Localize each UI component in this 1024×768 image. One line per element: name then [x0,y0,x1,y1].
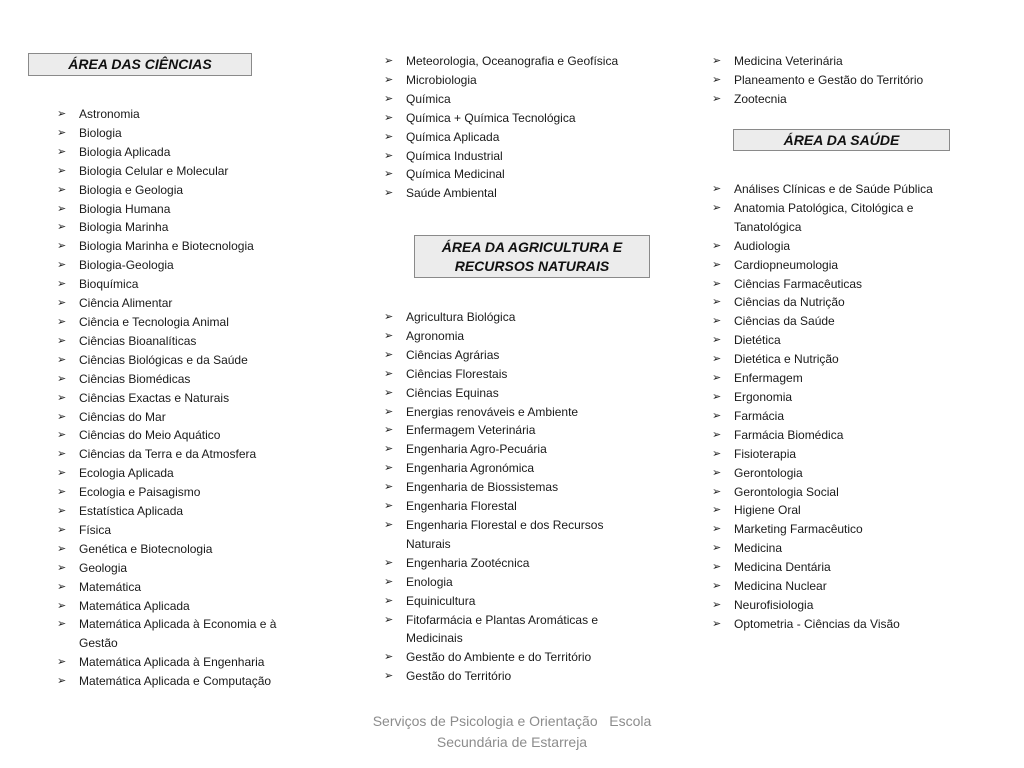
arrow-bullet-icon: ➢ [384,669,394,683]
list-item-label: Ciências do Mar [79,409,166,424]
list-item-label: Ciências do Meio Aquático [79,428,221,443]
list-item-label: Cardiopneumologia [734,257,839,272]
list-item-label: Matemática Aplicada e Computação [79,674,272,689]
list-item [57,143,297,162]
arrow-bullet-icon: ➢ [384,517,394,531]
arrow-bullet-icon: ➢ [57,579,67,593]
list-item [57,237,297,256]
list-item-label: Ciências Biomédicas [79,371,191,386]
list-item [57,521,297,540]
arrow-bullet-icon: ➢ [384,91,394,105]
arrow-bullet-icon: ➢ [712,597,722,611]
list-item [384,365,629,384]
arrow-bullet-icon: ➢ [384,461,394,475]
arrow-bullet-icon: ➢ [57,220,67,234]
list-item-label: Farmácia [734,408,785,423]
list-item-label: Biologia Aplicada [79,144,171,159]
list-item-label: Planeamento e Gestão do Território [734,72,924,87]
list-agricultura [384,308,629,686]
list-item [57,162,297,181]
arrow-bullet-icon: ➢ [712,408,722,422]
list-item [384,478,629,497]
arrow-bullet-icon: ➢ [57,314,67,328]
list-item [712,539,934,558]
arrow-bullet-icon: ➢ [712,389,722,403]
arrow-bullet-icon: ➢ [384,499,394,513]
list-item-label: Engenharia de Biossistemas [406,480,559,495]
list-saude [712,180,934,634]
arrow-bullet-icon: ➢ [384,404,394,418]
arrow-bullet-icon: ➢ [384,650,394,664]
list-item-label: Medicina Dentária [734,560,831,575]
list-item-label: Engenharia Florestal [406,499,517,514]
arrow-bullet-icon: ➢ [384,110,394,124]
arrow-bullet-icon: ➢ [384,574,394,588]
arrow-bullet-icon: ➢ [712,371,722,385]
list-item [57,200,297,219]
arrow-bullet-icon: ➢ [57,296,67,310]
list-item [712,615,934,634]
list-item-label: Ciências Florestais [406,366,508,381]
list-item-label: Física [79,522,112,537]
arrow-bullet-icon: ➢ [712,503,722,517]
footer-line-2: Secundária de Estarreja [436,734,588,750]
list-item [712,407,934,426]
list-item-label: Dietética e Nutrição [734,352,839,367]
arrow-bullet-icon: ➢ [712,314,722,328]
list-item-label: Biologia Marinha [79,220,169,235]
list-item-label: Equinicultura [406,593,476,608]
list-item [57,256,297,275]
arrow-bullet-icon: ➢ [384,480,394,494]
arrow-bullet-icon: ➢ [384,366,394,380]
list-item-label: Ciências Bioanalíticas [79,333,197,348]
arrow-bullet-icon: ➢ [57,258,67,272]
list-item-label: Biologia-Geologia [79,258,174,273]
list-item [57,540,297,559]
arrow-bullet-icon: ➢ [384,555,394,569]
arrow-bullet-icon: ➢ [384,442,394,456]
list-item-label: Energias renováveis e Ambiente [406,404,579,419]
arrow-bullet-icon: ➢ [384,167,394,181]
list-item [57,653,297,672]
arrow-bullet-icon: ➢ [712,484,722,498]
arrow-bullet-icon: ➢ [57,617,67,631]
arrow-bullet-icon: ➢ [384,347,394,361]
arrow-bullet-icon: ➢ [384,423,394,437]
list-item [57,672,297,691]
list-item [57,389,297,408]
list-item [384,71,644,90]
header-area-ciencias: ÁREA DAS CIÊNCIAS [28,53,252,76]
arrow-bullet-icon: ➢ [712,616,722,630]
list-item-label: Ergonomia [734,389,793,404]
arrow-bullet-icon: ➢ [384,54,394,67]
header-area-saude: ÁREA DA SAÚDE [733,129,950,151]
arrow-bullet-icon: ➢ [712,182,722,195]
list-item [57,483,297,502]
list-item-label: Matemática Aplicada à Economia e à Gestão [79,617,277,651]
list-item-label: Biologia e Geologia [79,182,184,197]
arrow-bullet-icon: ➢ [384,593,394,607]
list-item-label: Ciências da Saúde [734,314,835,329]
list-item [57,597,297,616]
list-item-label: Genética e Biotecnologia [79,541,213,556]
arrow-bullet-icon: ➢ [384,148,394,162]
list-item [57,218,297,237]
list-item-label: Marketing Farmacêutico [734,522,863,537]
list-item-label: Anatomia Patológica, Citológica e Tanatológica [734,200,914,234]
arrow-bullet-icon: ➢ [57,163,67,177]
list-item [57,181,297,200]
arrow-bullet-icon: ➢ [384,186,394,200]
arrow-bullet-icon: ➢ [57,409,67,423]
list-item [712,445,934,464]
list-item [57,124,297,143]
list-item [57,615,297,653]
list-item [384,554,629,573]
list-item-label: Fisioterapia [734,446,797,461]
header-area-agricultura: ÁREA DA AGRICULTURA E RECURSOS NATURAIS [414,235,650,278]
list-item-label: Ciências Agrárias [406,347,500,362]
list-item-label: Higiene Oral [734,503,801,518]
list-item-label: Biologia [79,125,122,140]
list-item-label: Matemática [79,579,142,594]
arrow-bullet-icon: ➢ [57,504,67,518]
list-item [384,592,629,611]
list-item-label: Zootecnia [734,91,787,106]
list-item-label: Engenharia Agro-Pecuária [406,442,547,457]
list-item-label: Astronomia [79,107,140,121]
list-item [384,497,629,516]
list-item [57,464,297,483]
arrow-bullet-icon: ➢ [712,238,722,252]
arrow-bullet-icon: ➢ [57,277,67,291]
arrow-bullet-icon: ➢ [712,72,722,86]
arrow-bullet-icon: ➢ [384,385,394,399]
list-item-label: Engenharia Zootécnica [406,555,530,570]
arrow-bullet-icon: ➢ [57,125,67,139]
list-item-label: Fitofarmácia e Plantas Aromáticas e Medicinais [406,612,599,646]
arrow-bullet-icon: ➢ [57,239,67,253]
list-item [712,52,952,71]
list-item [712,388,934,407]
list-item-label: Biologia Marinha e Biotecnologia [79,239,254,254]
list-item-label: Química + Química Tecnológica [406,110,576,125]
arrow-bullet-icon: ➢ [57,371,67,385]
arrow-bullet-icon: ➢ [57,598,67,612]
arrow-bullet-icon: ➢ [712,560,722,574]
list-item [384,611,629,649]
arrow-bullet-icon: ➢ [57,522,67,536]
list-item [384,516,629,554]
list-item [57,370,297,389]
list-item-label: Audiologia [734,238,791,253]
list-item [712,520,934,539]
list-item-label: Matemática Aplicada à Engenharia [79,655,265,670]
arrow-bullet-icon: ➢ [57,560,67,574]
arrow-bullet-icon: ➢ [712,91,722,105]
list-item-label: Enfermagem Veterinária [406,423,536,438]
arrow-bullet-icon: ➢ [57,485,67,499]
arrow-bullet-icon: ➢ [712,465,722,479]
list-item-label: Neurofisiologia [734,597,814,612]
list-item [712,596,934,615]
list-item-label: Engenharia Florestal e dos Recursos Naturais [406,517,604,551]
arrow-bullet-icon: ➢ [57,333,67,347]
footer-line-1: Serviços de Psicologia e Orientação Escola [372,713,652,729]
arrow-bullet-icon: ➢ [57,182,67,196]
list-item-label: Gerontologia [734,465,803,480]
arrow-bullet-icon: ➢ [57,428,67,442]
list-item [712,331,934,350]
list-item [384,440,629,459]
list-item [712,558,934,577]
arrow-bullet-icon: ➢ [712,295,722,309]
list-item-label: Ciências Farmacêuticas [734,276,863,291]
list-item-label: Ciência Alimentar [79,296,173,311]
list-item [384,109,644,128]
list-item [57,578,297,597]
list-item [712,237,934,256]
list-item-label: Ecologia e Paisagismo [79,485,201,500]
list-item-label: Saúde Ambiental [406,186,497,201]
list-item [57,105,297,124]
arrow-bullet-icon: ➢ [712,446,722,460]
list-item-label: Análises Clínicas e de Saúde Pública [734,182,933,196]
list-item [384,52,644,71]
list-item-label: Ecologia Aplicada [79,466,174,481]
list-item [384,421,629,440]
list-item-label: Bioquímica [79,277,139,292]
list-item [384,667,629,686]
list-item-label: Ciências da Nutrição [734,295,845,310]
arrow-bullet-icon: ➢ [57,352,67,366]
list-item [57,445,297,464]
list-item-label: Matemática Aplicada [79,598,190,613]
list-item [712,312,934,331]
arrow-bullet-icon: ➢ [384,328,394,342]
arrow-bullet-icon: ➢ [57,201,67,215]
list-item [712,293,934,312]
list-item [712,426,934,445]
list-item-label: Dietética [734,333,781,348]
list-item [384,165,644,184]
arrow-bullet-icon: ➢ [384,612,394,626]
list-item [712,90,952,109]
arrow-bullet-icon: ➢ [712,579,722,593]
list-item [712,275,934,294]
list-item [384,128,644,147]
list-item [384,573,629,592]
arrow-bullet-icon: ➢ [57,466,67,480]
list-item [712,256,934,275]
list-item [384,648,629,667]
list-item [57,294,297,313]
arrow-bullet-icon: ➢ [57,390,67,404]
list-item [712,199,934,237]
list-item-label: Estatística Aplicada [79,504,184,519]
list-ciencias [57,105,297,691]
arrow-bullet-icon: ➢ [712,333,722,347]
list-item [57,426,297,445]
list-item-label: Medicina Nuclear [734,579,827,594]
list-item-label: Ciências Biológicas e da Saúde [79,352,248,367]
list-ciencias-continued [384,52,644,203]
list-item-label: Agricultura Biológica [406,310,516,324]
list-item [712,464,934,483]
list-item [57,408,297,427]
list-item-label: Gestão do Ambiente e do Território [406,650,592,665]
arrow-bullet-icon: ➢ [384,72,394,86]
list-item-label: Gestão do Território [406,669,512,684]
list-item-label: Ciências Exactas e Naturais [79,390,230,405]
list-item [712,71,952,90]
list-item-label: Biologia Humana [79,201,171,216]
list-item-label: Ciência e Tecnologia Animal [79,314,229,329]
list-item-label: Microbiologia [406,72,477,87]
arrow-bullet-icon: ➢ [712,427,722,441]
list-item [712,501,934,520]
list-item [384,327,629,346]
list-item-label: Geologia [79,560,128,575]
list-item-label: Agronomia [406,328,465,343]
list-item [384,459,629,478]
list-item-label: Farmácia Biomédica [734,427,844,442]
list-agricultura-continued [712,52,952,109]
list-item-label: Ciências Equinas [406,385,499,400]
list-item [384,308,629,327]
list-item [57,275,297,294]
list-item [57,559,297,578]
list-item-label: Medicina [734,541,783,556]
list-item-label: Gerontologia Social [734,484,839,499]
list-item-label: Engenharia Agronómica [406,461,535,476]
arrow-bullet-icon: ➢ [57,655,67,669]
list-item-label: Química Industrial [406,148,503,163]
list-item [57,332,297,351]
arrow-bullet-icon: ➢ [384,310,394,323]
list-item [712,577,934,596]
list-item [57,351,297,370]
list-item-label: Optometria - Ciências da Visão [734,616,900,631]
list-item [384,346,629,365]
list-item [384,384,629,403]
list-item [57,313,297,332]
arrow-bullet-icon: ➢ [57,674,67,688]
arrow-bullet-icon: ➢ [712,257,722,271]
arrow-bullet-icon: ➢ [712,522,722,536]
arrow-bullet-icon: ➢ [57,447,67,461]
list-item-label: Química [406,91,451,106]
list-item-label: Medicina Veterinária [734,54,843,68]
list-item-label: Química Aplicada [406,129,500,144]
list-item [384,403,629,422]
arrow-bullet-icon: ➢ [712,352,722,366]
list-item [384,147,644,166]
list-item-label: Enologia [406,574,453,589]
arrow-bullet-icon: ➢ [712,541,722,555]
arrow-bullet-icon: ➢ [57,107,67,120]
list-item-label: Química Medicinal [406,167,505,182]
list-item [57,502,297,521]
arrow-bullet-icon: ➢ [712,54,722,67]
arrow-bullet-icon: ➢ [57,144,67,158]
arrow-bullet-icon: ➢ [384,129,394,143]
list-item [712,369,934,388]
list-item [384,90,644,109]
list-item [384,184,644,203]
list-item [712,350,934,369]
footer [350,711,674,753]
list-item-label: Enfermagem [734,371,803,386]
list-item [712,180,934,199]
list-item-label: Biologia Celular e Molecular [79,163,229,178]
arrow-bullet-icon: ➢ [712,200,722,214]
arrow-bullet-icon: ➢ [712,276,722,290]
list-item-label: Meteorologia, Oceanografia e Geofísica [406,54,619,68]
list-item-label: Ciências da Terra e da Atmosfera [79,447,257,462]
list-item [712,483,934,502]
arrow-bullet-icon: ➢ [57,541,67,555]
